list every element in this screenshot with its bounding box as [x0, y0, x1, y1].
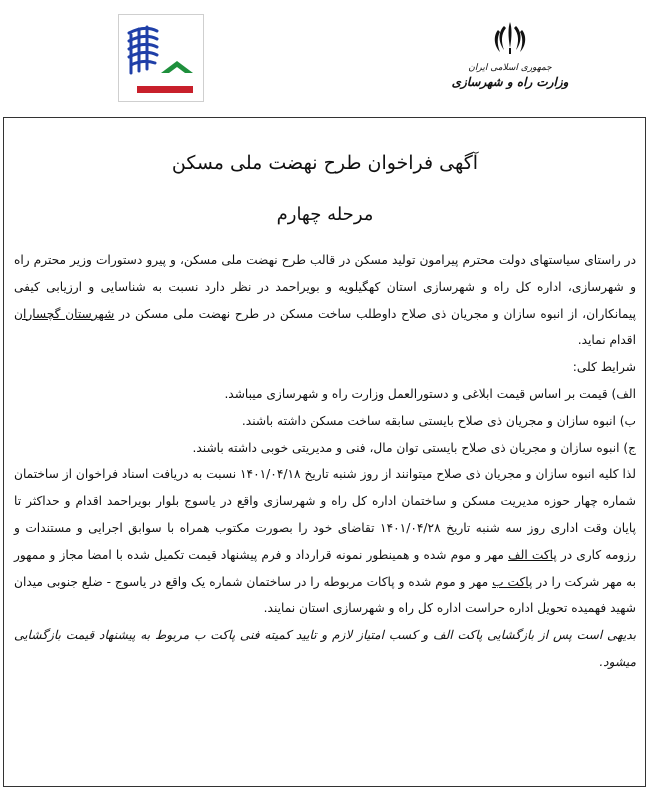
- housing-logo-icon: [119, 15, 203, 101]
- packet-b: پاکت ب: [492, 574, 533, 589]
- condition-item-c: ج) انبوه سازان و مجریان ذی صلاح بایستی توان مال، فنی و مدیریتی خوبی داشته باشند.: [192, 440, 636, 455]
- intro-text: در راستای سیاستهای دولت محترم پیرامون تولید مسکن در قالب طرح نهضت ملی مسکن، و پیرو دستورات وزیر محترم راه و شهرسازی، اداره کل راه و شهرسازی استان کهگیلویه و بویراحمد در نظر دارد نسبت به شناسایی و ارزیابی کیفی پیمانکاران، از انبوه سازان و مجریان ذی صلاح داوطلب ساخت مسکن در طرح نهضت ملی مسکن در: [14, 253, 636, 321]
- condition-item-b: ب) انبوه سازان و مجریان ذی صلاح بایستی سابقه ساخت مسکن داشته باشند.: [241, 413, 636, 428]
- instructions-part-2: مهر و موم شده و همینطور نمونه قرارداد و فرم پیشنهاد قیمت تکمیل شده با امضا مجاز و ممهور به مهر شرکت را در: [14, 547, 636, 589]
- instructions-part-1: لذا کلیه انبوه سازان و مجریان ذی صلاح میتوانند از روز شنبه تاریخ ۱۴۰۱/۰۴/۱۸ نسبت به دریافت اسناد فراخوان از ساختمان شماره چهار حوزه مدیریت مسکن و ساختمان اداره کل راه و شهرسازی واقع در یاسوج بلوار بویراحمد اقدام و حداکثر تا پایان وقت اداری روز سه شنبه تاریخ ۱۴۰۱/۰۴/۲۸ تقاضای خود را بصورت مکتوب همراه با سوابق اجرایی و مستندات و رزومه کاری در: [14, 467, 637, 562]
- announcement-body: [14, 247, 636, 676]
- announcement-title: آگهی فراخوان طرح نهضت ملی مسکن: [171, 152, 479, 174]
- condition-item-a: الف) قیمت بر اساس قیمت ابلاغی و دستورالعمل وزارت راه و شهرسازی میباشد.: [224, 386, 636, 401]
- intro-end: اقدام نماید.: [577, 333, 636, 348]
- housing-logo: [118, 14, 204, 102]
- iran-emblem-icon: [490, 18, 530, 58]
- ministry-name: وزارت راه و شهرسازی: [451, 75, 569, 89]
- closing-note: بدیهی است پس از بازگشایی پاکت الف و کسب امتیاز لازم و تایید کمیته فنی پاکت ب مربوط به پیشنهاد قیمت بازگشایی میشود.: [14, 628, 636, 669]
- instructions-paragraph: [14, 461, 636, 622]
- intro-paragraph: [14, 247, 636, 354]
- conditions-heading: شرایط کلی:: [572, 360, 636, 375]
- announcement-subtitle: مرحله چهارم: [276, 204, 374, 225]
- city-name: شهرستان گچساران: [14, 306, 115, 321]
- packet-a: پاکت الف: [508, 547, 557, 562]
- ministry-header: [440, 62, 580, 90]
- instructions-part-3: مهر و موم شده و پاکات مربوطه را در ساختمان شماره یک واقع در یاسوج - ضلع جنوبی میدان شهید فهمیده تحویل اداره حراست اداره کل راه و شهرسازی استان نمایند.: [14, 574, 636, 616]
- country-name: جمهوری اسلامی ایران: [468, 63, 552, 73]
